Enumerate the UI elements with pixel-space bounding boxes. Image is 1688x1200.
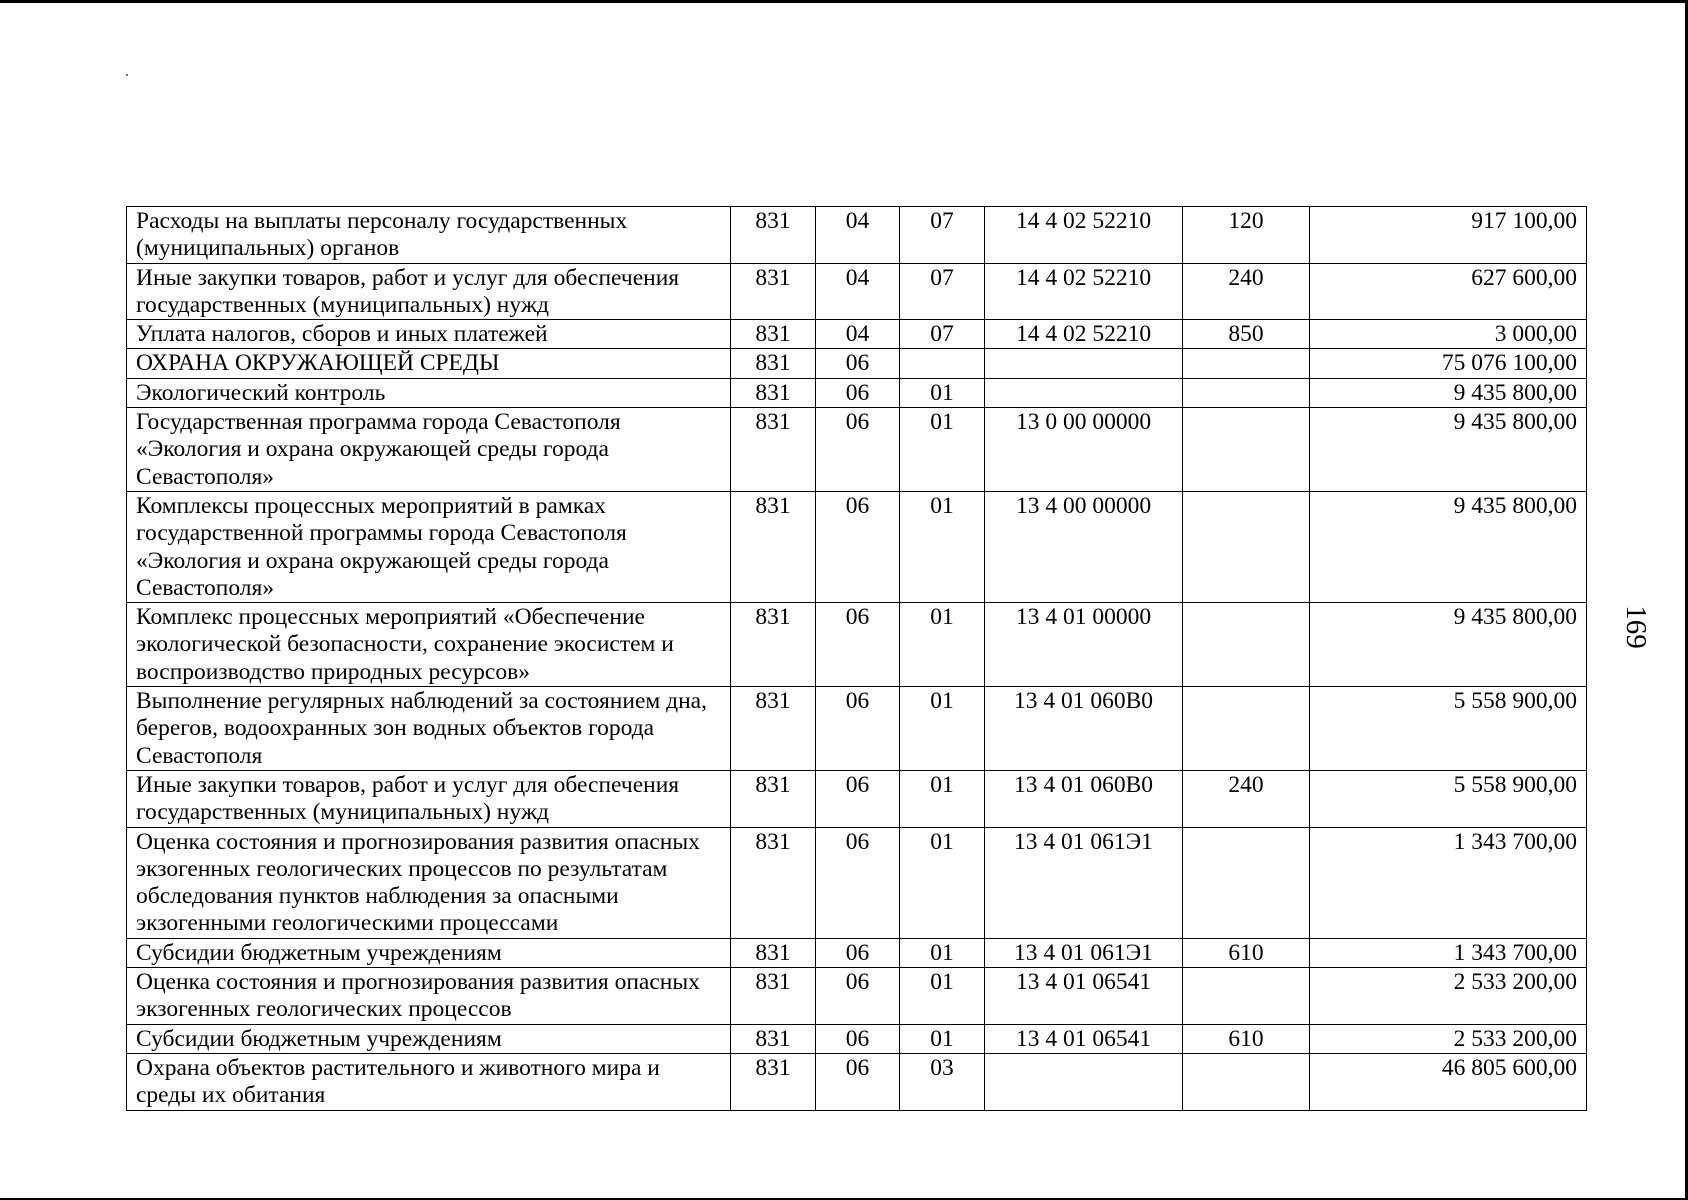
target-article-code: 13 4 01 060В0 [985, 687, 1183, 771]
budget-table-body [127, 207, 1587, 1111]
admin-code: 831 [731, 263, 816, 320]
table-row [127, 968, 1587, 1025]
target-article-code: 13 4 01 061Э1 [985, 938, 1183, 967]
section-code: 06 [816, 938, 900, 967]
section-code: 04 [816, 320, 900, 349]
row-name: Экологический контроль [127, 378, 731, 407]
scan-border-top [0, 0, 1688, 3]
expense-type-code [1183, 1053, 1310, 1110]
row-name: Расходы на выплаты персоналу государственных (муниципальных) органов [127, 207, 731, 264]
target-article-code: 13 4 01 00000 [985, 603, 1183, 687]
amount: 75 076 100,00 [1310, 349, 1587, 378]
section-code: 06 [816, 408, 900, 492]
subsection-code [900, 349, 985, 378]
subsection-code: 01 [900, 968, 985, 1025]
section-code: 06 [816, 378, 900, 407]
section-code: 06 [816, 1024, 900, 1053]
expense-type-code: 120 [1183, 207, 1310, 264]
admin-code: 831 [731, 827, 816, 938]
subsection-code: 01 [900, 1024, 985, 1053]
table-row [127, 827, 1587, 938]
table-row [127, 207, 1587, 264]
row-name: Государственная программа города Севастополя «Экология и охрана окружающей среды города Севастополя» [127, 408, 731, 492]
amount: 9 435 800,00 [1310, 603, 1587, 687]
admin-code: 831 [731, 207, 816, 264]
section-code: 06 [816, 827, 900, 938]
scan-speck [126, 74, 128, 76]
expense-type-code [1183, 491, 1310, 602]
admin-code: 831 [731, 491, 816, 602]
table-row [127, 320, 1587, 349]
row-name: Субсидии бюджетным учреждениям [127, 938, 731, 967]
row-name: Субсидии бюджетным учреждениям [127, 1024, 731, 1053]
table-row [127, 603, 1587, 687]
amount: 2 533 200,00 [1310, 968, 1587, 1025]
table-row [127, 491, 1587, 602]
section-code: 06 [816, 687, 900, 771]
target-article-code: 13 4 01 061Э1 [985, 827, 1183, 938]
admin-code: 831 [731, 938, 816, 967]
section-code: 04 [816, 263, 900, 320]
amount: 5 558 900,00 [1310, 687, 1587, 771]
subsection-code: 01 [900, 827, 985, 938]
table-row [127, 408, 1587, 492]
table-row [127, 687, 1587, 771]
table-row [127, 1053, 1587, 1110]
expense-type-code [1183, 687, 1310, 771]
table-row [127, 770, 1587, 827]
admin-code: 831 [731, 349, 816, 378]
amount: 9 435 800,00 [1310, 491, 1587, 602]
row-name: Охрана объектов растительного и животного мира и среды их обитания [127, 1053, 731, 1110]
expense-type-code: 240 [1183, 263, 1310, 320]
table-row [127, 349, 1587, 378]
expense-type-code [1183, 603, 1310, 687]
target-article-code: 13 4 01 060В0 [985, 770, 1183, 827]
expense-type-code: 850 [1183, 320, 1310, 349]
amount: 1 343 700,00 [1310, 938, 1587, 967]
section-code: 06 [816, 770, 900, 827]
budget-table [126, 206, 1587, 1111]
admin-code: 831 [731, 770, 816, 827]
row-name: Оценка состояния и прогнозирования развития опасных экзогенных геологических процессов [127, 968, 731, 1025]
row-name: Комплекс процессных мероприятий «Обеспечение экологической безопасности, сохранение экосистем и воспроизводство природных ресурсов» [127, 603, 731, 687]
target-article-code [985, 378, 1183, 407]
subsection-code: 07 [900, 263, 985, 320]
expense-type-code [1183, 349, 1310, 378]
admin-code: 831 [731, 1053, 816, 1110]
admin-code: 831 [731, 378, 816, 407]
amount: 9 435 800,00 [1310, 378, 1587, 407]
target-article-code [985, 349, 1183, 378]
subsection-code: 01 [900, 408, 985, 492]
amount: 917 100,00 [1310, 207, 1587, 264]
expense-type-code [1183, 408, 1310, 492]
subsection-code: 01 [900, 770, 985, 827]
target-article-code: 13 0 00 00000 [985, 408, 1183, 492]
row-name: Иные закупки товаров, работ и услуг для обеспечения государственных (муниципальных) нужд [127, 263, 731, 320]
amount: 2 533 200,00 [1310, 1024, 1587, 1053]
table-row [127, 263, 1587, 320]
subsection-code: 01 [900, 938, 985, 967]
expense-type-code [1183, 968, 1310, 1025]
amount: 5 558 900,00 [1310, 770, 1587, 827]
section-code: 06 [816, 349, 900, 378]
table-row [127, 378, 1587, 407]
target-article-code: 13 4 00 00000 [985, 491, 1183, 602]
target-article-code: 14 4 02 52210 [985, 320, 1183, 349]
section-code: 06 [816, 1053, 900, 1110]
expense-type-code: 240 [1183, 770, 1310, 827]
row-name: Оценка состояния и прогнозирования развития опасных экзогенных геологических процессов по результатам обследования пунктов наблюдения за опасными экзогенными геологическими процессами [127, 827, 731, 938]
table-row [127, 938, 1587, 967]
amount: 1 343 700,00 [1310, 827, 1587, 938]
row-name: Иные закупки товаров, работ и услуг для обеспечения государственных (муниципальных) нужд [127, 770, 731, 827]
subsection-code: 07 [900, 320, 985, 349]
admin-code: 831 [731, 1024, 816, 1053]
expense-type-code [1183, 827, 1310, 938]
row-name: Уплата налогов, сборов и иных платежей [127, 320, 731, 349]
subsection-code: 01 [900, 687, 985, 771]
subsection-code: 07 [900, 207, 985, 264]
table-row [127, 1024, 1587, 1053]
admin-code: 831 [731, 687, 816, 771]
admin-code: 831 [731, 603, 816, 687]
target-article-code: 14 4 02 52210 [985, 263, 1183, 320]
subsection-code: 01 [900, 603, 985, 687]
expense-type-code [1183, 378, 1310, 407]
target-article-code: 13 4 01 06541 [985, 1024, 1183, 1053]
admin-code: 831 [731, 320, 816, 349]
subsection-code: 01 [900, 491, 985, 602]
section-code: 06 [816, 603, 900, 687]
row-name: Выполнение регулярных наблюдений за состоянием дна, берегов, водоохранных зон водных объектов города Севастополя [127, 687, 731, 771]
admin-code: 831 [731, 408, 816, 492]
subsection-code: 01 [900, 378, 985, 407]
amount: 9 435 800,00 [1310, 408, 1587, 492]
amount: 627 600,00 [1310, 263, 1587, 320]
amount: 46 805 600,00 [1310, 1053, 1587, 1110]
page-number: 169 [1620, 605, 1652, 649]
target-article-code: 14 4 02 52210 [985, 207, 1183, 264]
amount: 3 000,00 [1310, 320, 1587, 349]
row-name: Комплексы процессных мероприятий в рамках государственной программы города Севастополя «Экология и охрана окружающей среды города Севастополя» [127, 491, 731, 602]
target-article-code [985, 1053, 1183, 1110]
section-code: 06 [816, 491, 900, 602]
subsection-code: 03 [900, 1053, 985, 1110]
expense-type-code: 610 [1183, 1024, 1310, 1053]
target-article-code: 13 4 01 06541 [985, 968, 1183, 1025]
section-code: 04 [816, 207, 900, 264]
row-name: ОХРАНА ОКРУЖАЮЩЕЙ СРЕДЫ [127, 349, 731, 378]
section-code: 06 [816, 968, 900, 1025]
expense-type-code: 610 [1183, 938, 1310, 967]
admin-code: 831 [731, 968, 816, 1025]
